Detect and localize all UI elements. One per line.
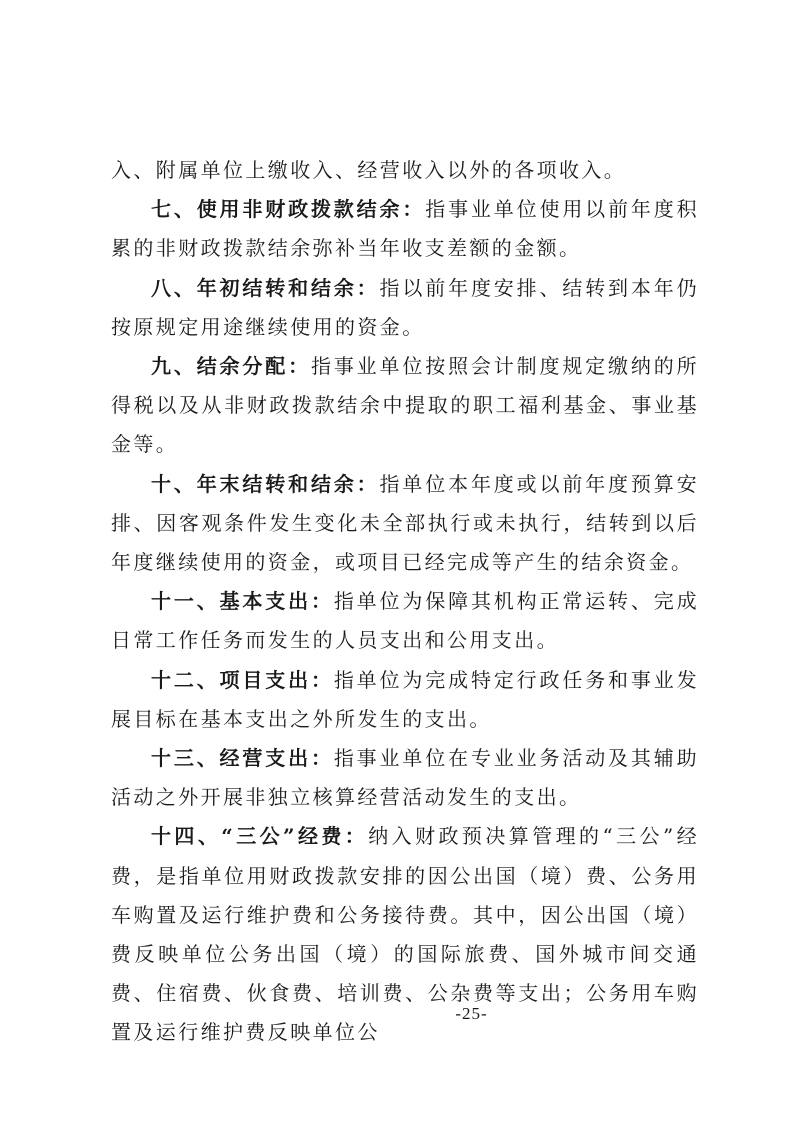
term-heading: 七、使用非财政拨款结余： bbox=[151, 197, 426, 222]
page-number: -25- bbox=[455, 1004, 488, 1023]
paragraph-body: 指事业单位使用以前年度积累的非财政拨款结余弥补当年收支差额的金额。 bbox=[111, 197, 699, 261]
paragraph-continuation bbox=[111, 151, 699, 190]
term-heading: 十四、“三公”经费： bbox=[151, 824, 369, 849]
term-heading: 九、结余分配： bbox=[151, 354, 311, 379]
term-heading: 十一、基本支出： bbox=[151, 589, 334, 614]
paragraph-body: 入、附属单位上缴收入、经营收入以外的各项收入。 bbox=[111, 158, 627, 182]
term-heading: 十三、经营支出： bbox=[151, 746, 334, 771]
term-heading: 八、年初结转和结余： bbox=[151, 275, 380, 300]
paragraph-body: 指单位为保障其机构正常运转、完成日常工作任务而发生的人员支出和公用支出。 bbox=[111, 589, 700, 653]
paragraph-item-9 bbox=[111, 347, 699, 465]
paragraph-body: 指以前年度安排、结转到本年仍按原规定用途继续使用的资金。 bbox=[111, 275, 700, 339]
paragraph-item-7 bbox=[111, 190, 699, 268]
paragraph-body: 指事业单位按照会计制度规定缴纳的所得税以及从非财政拨款结余中提取的职工福利基金、事业基金等。 bbox=[111, 354, 699, 457]
paragraph-item-11 bbox=[111, 582, 699, 660]
paragraph-item-8 bbox=[111, 269, 699, 347]
term-heading: 十、年末结转和结余： bbox=[151, 471, 380, 496]
paragraph-body: 纳入财政预决算管理的“三公”经费，是指单位用财政拨款安排的因公出国（境）费、公务用车购置及运行维护费和公务接待费。其中，因公出国（境）费反映单位公务出国（境）的国际旅费、国外城市间交通费、住宿费、伙食费、培训费、公杂费等支出；公务用车购置及运行维护费反映单位公 bbox=[111, 824, 699, 1045]
paragraph-item-12 bbox=[111, 661, 699, 739]
paragraph-item-13 bbox=[111, 739, 699, 817]
term-heading: 十二、项目支出： bbox=[151, 667, 334, 692]
paragraph-body: 指事业单位在专业业务活动及其辅助活动之外开展非独立核算经营活动发生的支出。 bbox=[111, 746, 700, 810]
body-text bbox=[111, 151, 699, 1053]
paragraph-body: 指单位为完成特定行政任务和事业发展目标在基本支出之外所发生的支出。 bbox=[111, 667, 700, 731]
paragraph-body: 指单位本年度或以前年度预算安排、因客观条件发生变化未全部执行或未执行，结转到以后年度继续使用的资金，或项目已经完成等产生的结余资金。 bbox=[111, 471, 700, 575]
paragraph-item-10 bbox=[111, 465, 699, 583]
